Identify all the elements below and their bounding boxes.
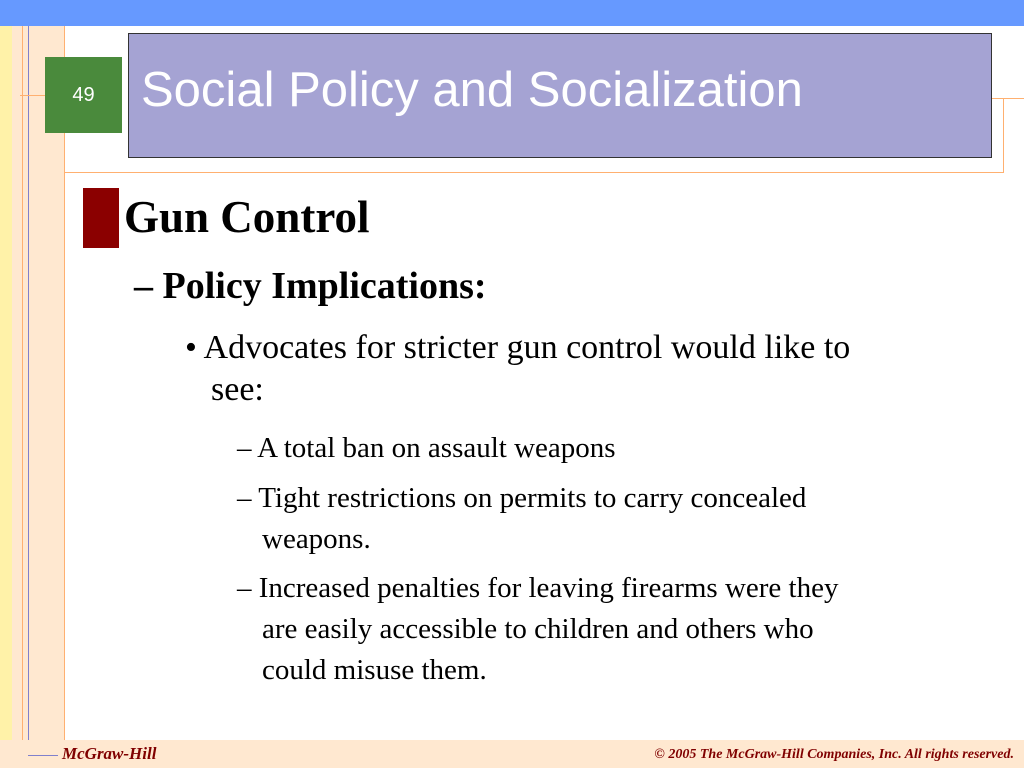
left-decorative-strip (0, 26, 12, 768)
list-item: – Tight restrictions on permits to carry concealed (237, 482, 807, 514)
list-item-continuation: are easily accessible to children and others who (262, 613, 814, 645)
top-bar (0, 0, 1024, 26)
left-margin-band (12, 26, 64, 768)
slide-title: Social Policy and Socialization (141, 63, 803, 117)
margin-rule-right (64, 26, 65, 756)
bullet-advocates-line1: • Advocates for stricter gun control would like to (185, 329, 851, 366)
title-underline (64, 172, 1004, 173)
slide-number: 49 (45, 57, 122, 133)
margin-rule-blue (28, 26, 29, 756)
title-box (128, 33, 992, 158)
footer-rule (28, 755, 58, 756)
title-connector-left (20, 95, 45, 96)
list-item-continuation: could misuse them. (262, 654, 487, 686)
list-item: – A total ban on assault weapons (237, 432, 616, 464)
margin-rule-left (22, 26, 23, 756)
bullet-advocates-line2: see: (211, 371, 264, 408)
list-item: – Increased penalties for leaving firearms were they (237, 572, 839, 604)
list-item-continuation: weapons. (262, 523, 371, 555)
footer-copyright: © 2005 The McGraw-Hill Companies, Inc. All rights reserved. (654, 747, 1014, 762)
footer-publisher: McGraw-Hill (62, 744, 157, 763)
title-connector-right (992, 98, 1024, 99)
subheading-policy-implications: – Policy Implications: (134, 265, 487, 307)
bullet-square-icon (83, 188, 119, 248)
heading-gun-control: Gun Control (124, 192, 370, 242)
title-bracket-right (1003, 98, 1004, 173)
